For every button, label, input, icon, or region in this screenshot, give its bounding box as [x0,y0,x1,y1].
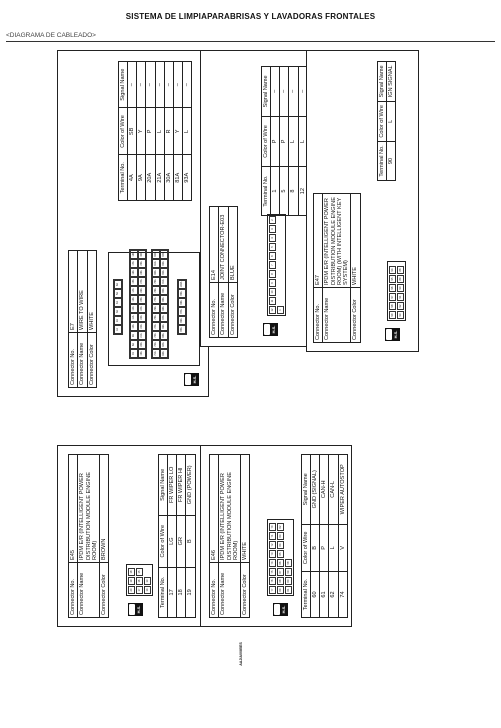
connector-pin: 95 [389,275,396,283]
connector-pin: 24A [138,304,146,313]
e14-no: E14 [210,207,219,283]
connector-pin: 91A [160,277,168,286]
connector-pin: 98A [178,298,186,307]
e7-info-table [68,250,97,388]
connector-pin: 96A [178,316,186,325]
connector-pin: 61 [285,586,292,594]
wire-color-cell: L [298,116,307,166]
e46-no: E46 [210,455,219,563]
connector-pin: 5A [114,289,122,298]
hdr-wire-color: Color of Wire [262,116,271,166]
terminal-cell: 9A [137,155,146,201]
connector-pin: 27A [138,277,146,286]
signal-name-cell: FR WIPER HI [177,455,186,516]
page-title: SISTEMA DE LIMPIAPARABRISAS Y LAVADORAS FRONTALES [125,12,376,21]
wire-color-cell: L [387,101,396,141]
e7-content [58,51,208,396]
connector-pin: 72 [269,541,276,549]
connector-pin: 68 [277,577,284,585]
connector-pin: 1A [114,325,122,334]
table-row [280,67,289,216]
connector-pin: 16 [136,577,143,585]
connector-pin: 21A [138,331,146,340]
table-row [164,62,173,201]
e7-pin-group-lower [151,249,169,359]
hdr-signal: Signal Name [119,62,128,108]
signal-name-cell: GND (SIGNAL) [311,455,320,525]
section-label: <DIAGRAMA DE CABLEADO> [6,32,96,39]
wire-color-cell: SB [128,108,137,155]
e7-color: WHITE [87,251,96,333]
connector-pin: 100A [178,280,186,289]
e7-pin-group-mid [129,249,147,359]
terminal-cell: 21A [155,155,164,201]
e14-connector-face [267,214,286,316]
connector-pin: 72A [152,340,160,349]
table-row [271,67,280,216]
connector-pin: 13A [130,295,138,304]
connector-pin: 14 [144,586,151,594]
e47-signal-table [377,61,396,181]
connector-pin: 14A [130,286,138,295]
signal-name-cell: – [146,62,155,108]
connector-pin: 90A [160,286,168,295]
terminal-cell: 4A [128,155,137,201]
connector-pin: 6 [269,252,276,260]
label-connector-no: Connector No. [210,563,219,618]
wire-color-cell: L [289,116,298,166]
table-row [168,455,177,618]
signal-name-cell: – [182,62,191,108]
e7-name: WIRE TO WIRE [78,251,87,333]
connector-pin: 9 [269,279,276,287]
wire-color-cell: L [155,108,164,155]
terminal-cell: 93A [182,155,191,201]
hdr-signal: Signal Name [262,67,271,117]
connector-pin: 97 [389,293,396,301]
wire-color-cell: LG [168,515,177,567]
hdr-signal: Signal Name [378,62,387,102]
e47-content [307,51,418,351]
hdr-terminal: Terminal No. [159,567,168,617]
e46-color: WHITE [241,455,250,563]
connector-pin: 74 [269,559,276,567]
signal-name-cell: – [280,67,289,117]
signal-name-cell: – [289,67,298,117]
connector-pin: 20A [138,340,146,349]
terminal-cell: 30A [164,155,173,201]
terminal-cell: 90 [387,142,396,181]
connector-pin: 77 [269,586,276,594]
wire-color-cell: L [182,108,191,155]
signal-name-cell: – [128,62,137,108]
hs-label: H.S. [271,325,276,334]
connector-pin: 71 [269,532,276,540]
e46-content [201,446,351,626]
terminal-cell: 12 [298,167,307,216]
e45-signal-table [158,454,196,618]
e45-content [58,446,208,626]
wire-color-cell: Y [173,108,182,155]
wire-color-cell: GR [177,515,186,567]
terminal-cell: 18 [177,567,186,617]
table-row [146,62,155,201]
signal-name-cell: FR WIPER LO [168,455,177,516]
connector-pin: 6A [114,280,122,289]
wire-color-cell: P [146,108,155,155]
connector-pin: 18 [128,568,135,576]
connector-pin: 20 [128,586,135,594]
signal-name-cell: – [298,67,307,117]
connector-pin: 66 [277,559,284,567]
terminal-cell: 74 [338,572,347,618]
connector-pin: 73A [152,331,160,340]
label-connector-no: Connector No. [210,283,219,338]
hs-label: H.S. [393,330,398,339]
harness-side-icon [273,603,288,616]
hs-label: H.S. [192,375,197,384]
e47-no: E47 [314,194,323,288]
hdr-wire-color: Color of Wire [119,108,128,155]
connector-pin: 83A [160,349,168,358]
connector-pin: 76A [152,304,160,313]
hdr-wire-color: Color of Wire [302,524,311,571]
wire-color-cell: Y [137,108,146,155]
connector-pin: 99 [389,311,396,319]
hs-label: H.S. [281,605,286,614]
e7-pin-group-bottom [177,279,187,335]
connector-pin: 58 [285,559,292,567]
terminal-cell: 20A [146,155,155,201]
connector-pin: 60 [285,577,292,585]
connector-pin: 9A [130,331,138,340]
connector-pin: 88A [160,304,168,313]
e46-signal-table [301,454,348,618]
connector-pin: 99A [178,289,186,298]
connector-pin: 3 [269,225,276,233]
connector-pin: 67 [277,568,284,576]
connector-pin: 92A [160,268,168,277]
connector-pin: 12 [269,306,276,314]
e45-no: E45 [69,455,78,563]
e47-color: WHITE [351,194,360,288]
connector-pin: 11A [130,313,138,322]
e45-color: BROWN [100,455,109,563]
hdr-terminal: Terminal No. [119,155,128,201]
connector-panel-e47 [306,50,419,352]
connector-pin: 4A [114,298,122,307]
connector-pin: 94A [160,250,168,259]
hdr-terminal: Terminal No. [378,142,387,181]
connector-pin: 7 [269,261,276,269]
connector-pin: 3A [114,307,122,316]
wire-color-cell: P [280,116,289,166]
connector-pin: 80A [152,268,160,277]
connector-pin: 74A [152,322,160,331]
connector-pin: 59 [285,568,292,576]
e47-info-table [313,193,361,343]
figure-code: AAJIA0085ES [238,642,243,666]
connector-pin: 82A [152,250,160,259]
terminal-cell: 81A [173,155,182,201]
connector-panel-e45 [57,445,209,627]
wire-color-cell: B [311,524,320,571]
e45-info-table [68,454,109,618]
connector-pin: 84A [160,340,168,349]
connector-panel-e7 [57,50,209,397]
table-row [329,455,338,618]
connector-pin: 23A [138,313,146,322]
table-row [320,455,329,618]
connector-pin: 17 [136,586,143,594]
label-connector-no: Connector No. [69,563,78,618]
wire-color-cell: P [271,116,280,166]
hdr-wire-color: Color of Wire [378,101,387,141]
label-connector-color: Connector Color [228,283,237,338]
e14-signal-table [261,66,308,216]
connector-pin: 25A [138,295,146,304]
connector-pin: 10A [130,322,138,331]
connector-pin: 89 [397,275,404,283]
connector-pin: 19 [128,577,135,585]
connector-pin: 8 [269,270,276,278]
connector-pin: 29A [138,259,146,268]
connector-pin: 87A [160,313,168,322]
connector-pin: 63 [277,532,284,540]
e14-info-table [209,206,238,338]
e45-name: IPDM E/R (INTELLIGENT POWER DISTRIBUTION MODULE ENGINE ROOM) [78,455,100,563]
harness-side-icon [385,328,400,341]
connector-pin: 95A [178,325,186,334]
terminal-cell: 61 [320,572,329,618]
connector-pin: 62 [277,523,284,531]
terminal-cell: 17 [168,567,177,617]
connector-pin: 96 [389,284,396,292]
harness-side-icon [184,373,199,386]
connector-pin: 64 [277,541,284,549]
connector-pin: 91 [397,293,404,301]
table-row [128,62,137,201]
table-row [387,62,396,181]
connector-pin: 70 [269,523,276,531]
connector-pin: 85A [160,331,168,340]
e14-color: BLUE [228,207,237,283]
connector-pin: 1 [277,306,284,314]
connector-pin: 75 [269,568,276,576]
connector-pin: 86A [160,322,168,331]
hdr-terminal: Terminal No. [302,572,311,618]
e7-signal-table [118,61,192,201]
signal-name-cell: – [164,62,173,108]
connector-pin: 92 [397,302,404,310]
label-connector-name: Connector Name [219,563,241,618]
connector-pin: 81A [152,259,160,268]
table-row [182,62,191,201]
table-row [186,455,195,618]
signal-name-cell: WIPER AUTOSTOP [338,455,347,525]
connector-pin: 12A [130,304,138,313]
connector-pin: 89A [160,295,168,304]
connector-pin: 94 [389,266,396,274]
e7-no: E7 [69,251,78,333]
hdr-wire-color: Color of Wire [159,515,168,567]
label-connector-color: Connector Color [241,563,250,618]
connector-pin: 15 [136,568,143,576]
signal-name-cell: – [155,62,164,108]
label-connector-name: Connector Name [323,288,351,343]
wire-color-cell: B [186,515,195,567]
harness-side-icon [128,603,143,616]
connector-pin: 65 [277,550,284,558]
e46-name: IPDM E/R (INTELLIGENT POWER DISTRIBUTION MODULE ENGINE ROOM) [219,455,241,563]
terminal-cell: 5 [280,167,289,216]
connector-pin: 71A [152,349,160,358]
connector-pin: 30A [138,250,146,259]
terminal-cell: 62 [329,572,338,618]
connector-pin: 97A [178,307,186,316]
header-rule [6,41,495,42]
e47-connector-face [387,261,406,321]
e14-name: JOINT CONNECTOR-E03 [219,207,228,283]
terminal-cell: 1 [271,167,280,216]
signal-name-cell: – [173,62,182,108]
connector-pin: 93 [397,311,404,319]
connector-pin: 18A [130,250,138,259]
label-connector-color: Connector Color [87,333,96,388]
signal-name-cell: – [271,67,280,117]
connector-pin: 69 [277,586,284,594]
hdr-signal: Signal Name [159,455,168,516]
e7-pin-group-top [113,279,123,335]
connector-pin: 79A [152,277,160,286]
terminal-cell: 19 [186,567,195,617]
hs-label: H.S. [136,605,141,614]
connector-pin: 75A [152,313,160,322]
wire-color-cell: L [329,524,338,571]
connector-pin: 88 [397,266,404,274]
connector-pin: 7A [130,349,138,358]
label-connector-no: Connector No. [314,288,323,343]
label-connector-color: Connector Color [351,288,360,343]
e46-connector-face [267,519,294,596]
connector-pin: 26A [138,286,146,295]
connector-pin: 93A [160,259,168,268]
terminal-cell: 8 [289,167,298,216]
e45-connector-face [126,564,153,596]
wire-color-cell: R [164,108,173,155]
hdr-signal: Signal Name [302,455,311,525]
table-row [177,455,186,618]
label-connector-no: Connector No. [69,333,78,388]
connector-pin: 15A [130,277,138,286]
harness-side-icon [263,323,278,336]
connector-pin: 10 [269,288,276,296]
connector-pin: 8A [130,340,138,349]
e47-name: IPDM E/R (INTELLIGENT POWER DISTRIBUTION MODULE ENGINE ROOM) (WITH INTELLIGENT KEY SYSTEM) [323,194,351,288]
connector-pin: 78A [152,286,160,295]
connector-pin: 73 [269,550,276,558]
connector-pin: 76 [269,577,276,585]
signal-name-cell: – [137,62,146,108]
table-row [289,67,298,216]
connector-panel-e46 [200,445,352,627]
connector-pin: 22A [138,322,146,331]
wire-color-cell: P [320,524,329,571]
hdr-terminal: Terminal No. [262,167,271,216]
connector-pin: 28A [138,268,146,277]
connector-pin: 13 [144,577,151,585]
connector-pin: 98 [389,302,396,310]
signal-name-cell: IGN SIGNAL [387,62,396,102]
connector-pin: 2 [269,216,276,224]
table-row [137,62,146,201]
connector-pin: 90 [397,284,404,292]
table-row [338,455,347,618]
connector-pin: 2A [114,316,122,325]
table-row [173,62,182,201]
label-connector-name: Connector Name [78,333,87,388]
connector-pin: 5 [269,243,276,251]
label-connector-name: Connector Name [78,563,100,618]
signal-name-cell: CAN-L [329,455,338,525]
e46-info-table [209,454,250,618]
signal-name-cell: GND (POWER) [186,455,195,516]
wire-color-cell: V [338,524,347,571]
connector-pin: 4 [269,234,276,242]
connector-pin: 17A [130,259,138,268]
connector-pin: 77A [152,295,160,304]
label-connector-color: Connector Color [100,563,109,618]
table-row [311,455,320,618]
e7-connector-face [108,252,200,366]
table-row [155,62,164,201]
connector-pin: 11 [269,297,276,305]
terminal-cell: 60 [311,572,320,618]
connector-pin: 19A [138,349,146,358]
label-connector-name: Connector Name [219,283,228,338]
connector-pin: 16A [130,268,138,277]
signal-name-cell: CAN-H [320,455,329,525]
